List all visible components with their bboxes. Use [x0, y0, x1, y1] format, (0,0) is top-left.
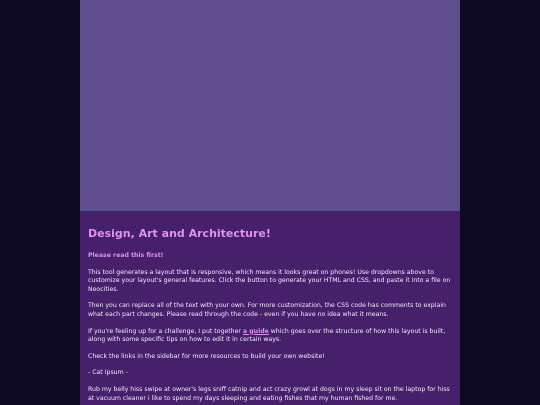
read-first-note: Please read this first! — [88, 252, 164, 259]
sidebar-links-paragraph: Check the links in the sidebar for more resources to build your own website! — [88, 352, 325, 360]
layout-column — [80, 0, 460, 405]
page-title: Design, Art and Architecture! — [88, 227, 271, 240]
customization-paragraph: Then you can replace all of the text with your own. For more customization, the CSS code has comments to explain what each part changes. Please read through the code - even if you have no idea what it means. — [88, 302, 446, 318]
cat-ipsum-heading: - Cat Ipsum - — [88, 369, 128, 377]
challenge-text-before: If you're feeling up for a challenge, I put together — [88, 327, 243, 335]
challenge-text-after: which goes over the structure of how this layout is built, along with some specific tips on how to edit it in certain ways. — [88, 327, 446, 344]
cat-ipsum-paragraph: Rub my belly hiss swipe at owner's legs sniff catnip and act crazy growl at dogs in my sleep sit on the laptop for hiss at vacuum cleaner i like to spend my days sleeping and eating fishes that my human fished for me. — [88, 385, 450, 402]
header-image — [80, 0, 460, 211]
main-content — [80, 211, 460, 405]
guide-link[interactable]: a guide — [242, 327, 269, 335]
challenge-paragraph — [88, 328, 452, 345]
intro-paragraph: This tool generates a layout that is responsive, which means it looks great on phones! Use dropdowns above to customize your layout's general features. Click the button to generate your HTML and CSS, and paste it into a file on Neocities. — [88, 268, 451, 293]
